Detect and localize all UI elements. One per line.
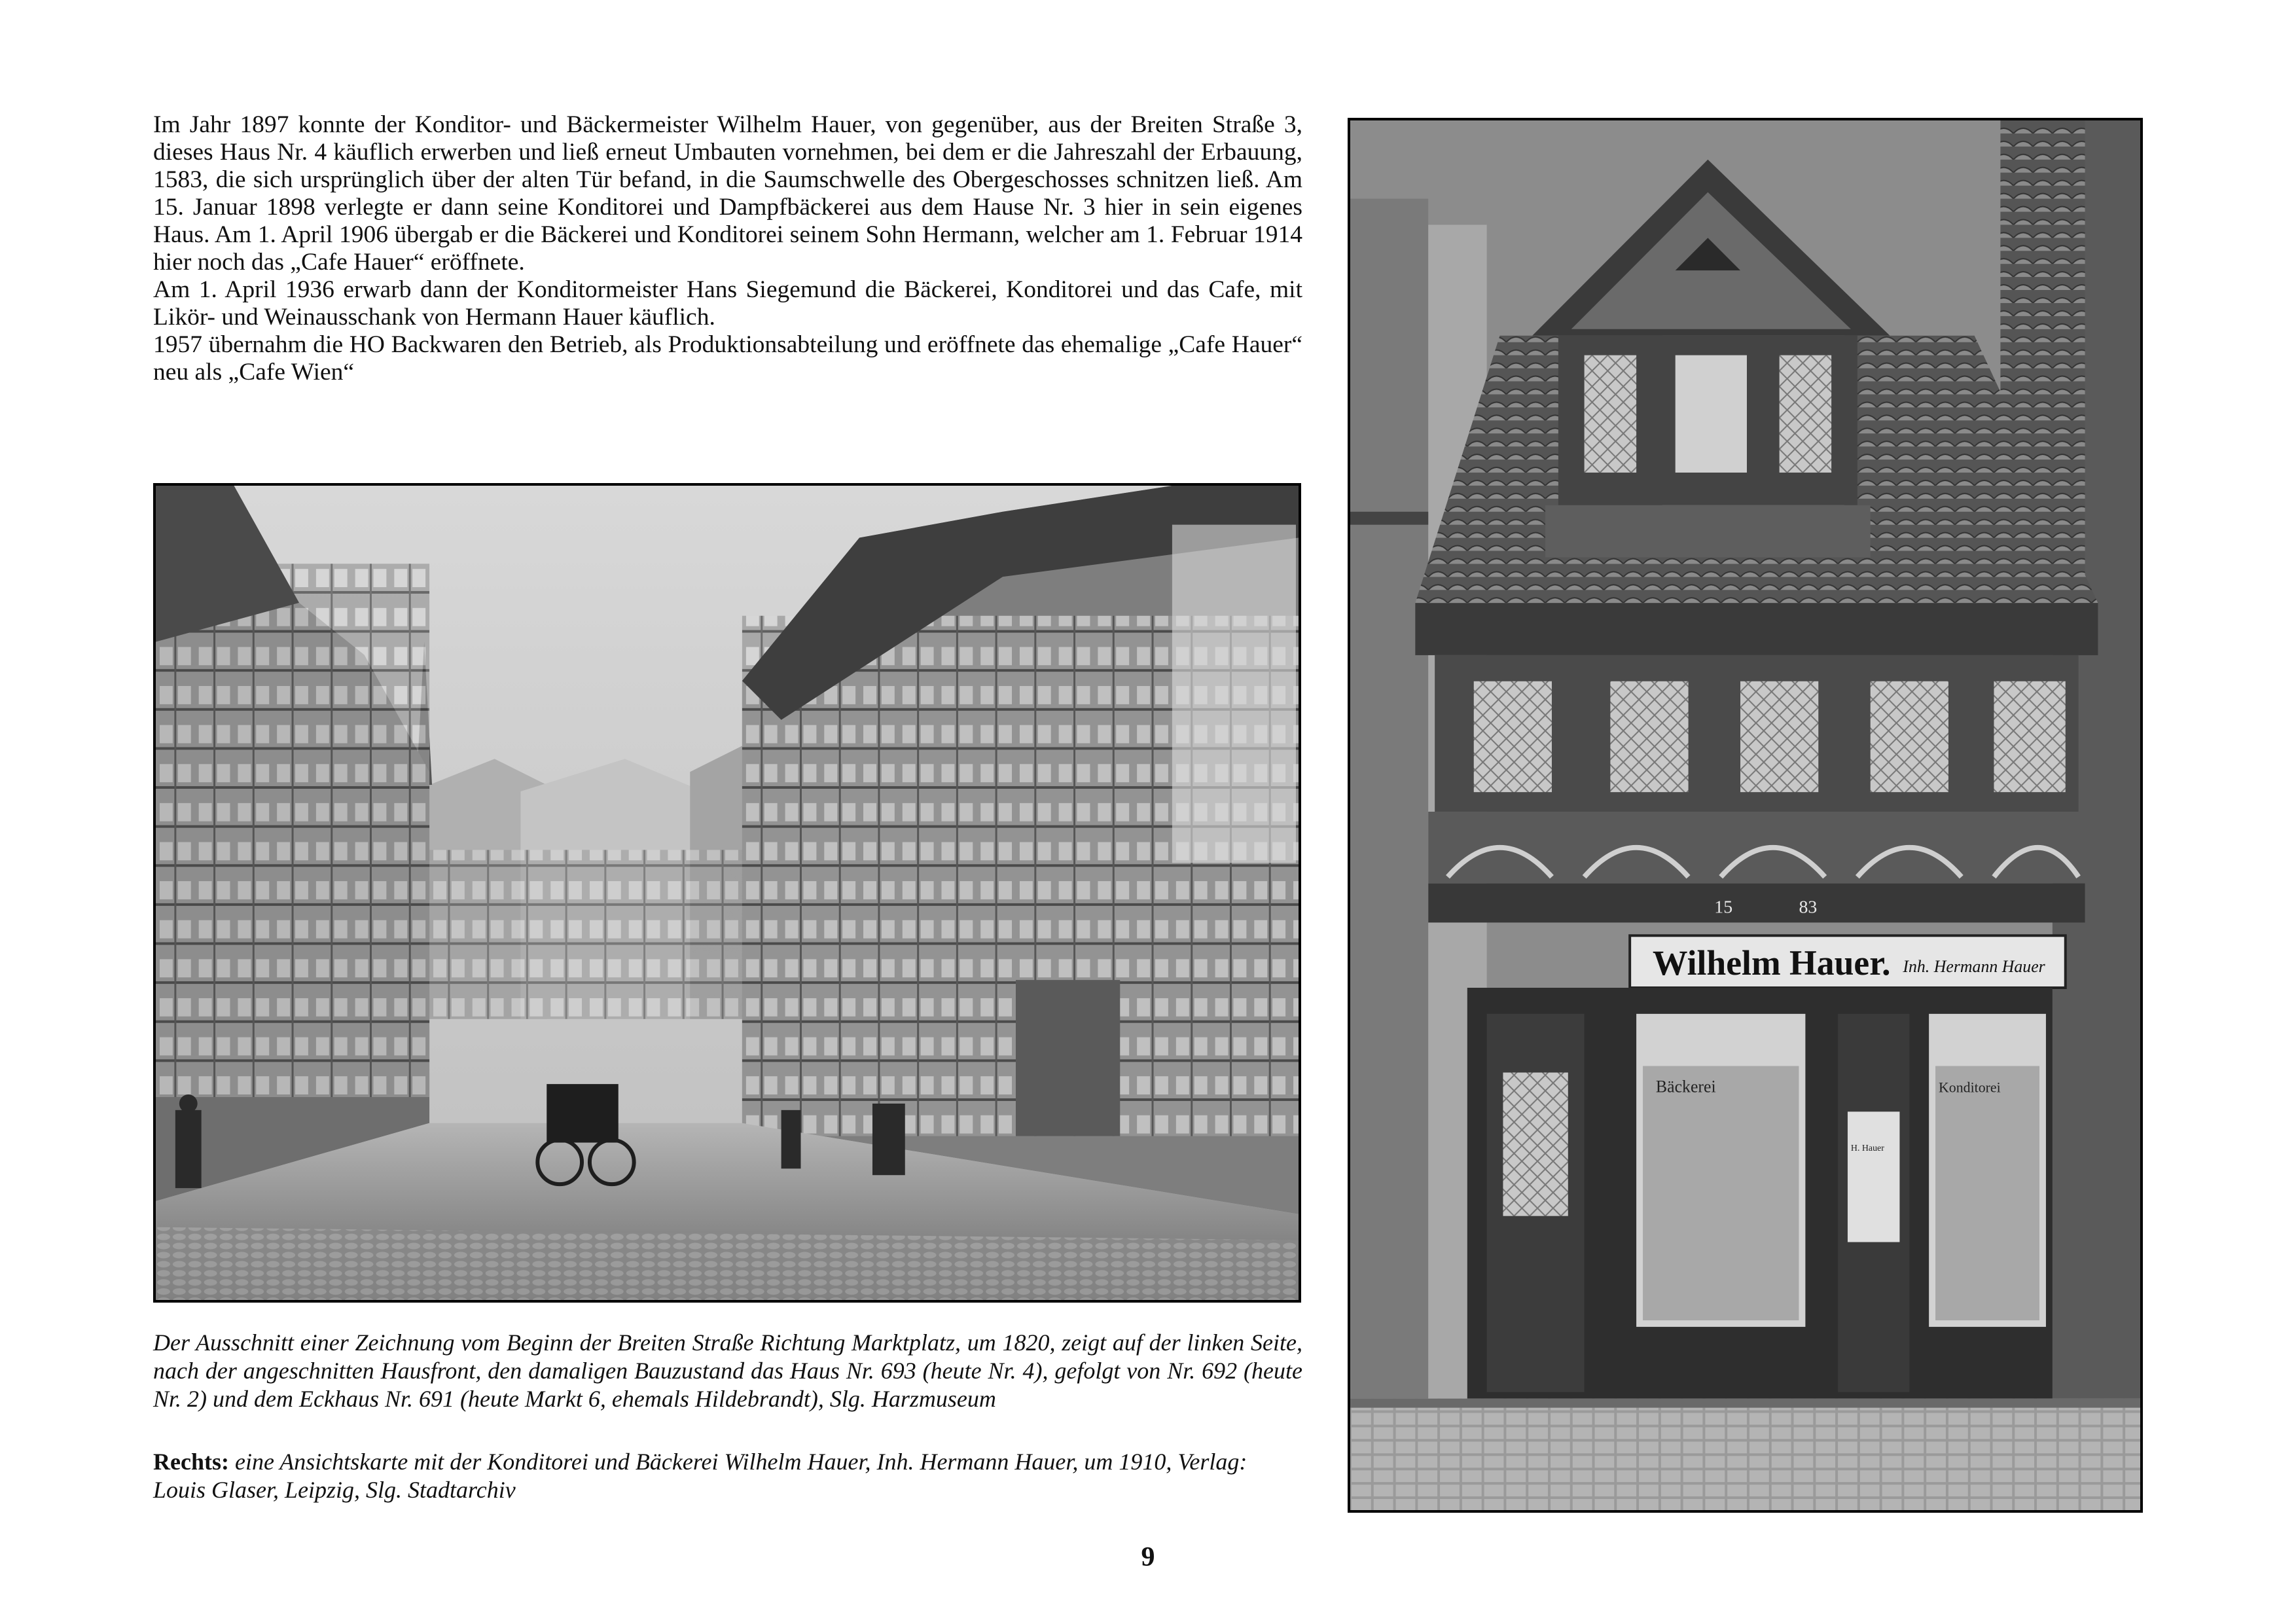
right-photo-caption (153, 1448, 1302, 1504)
shop-postcard-photo (1348, 118, 2143, 1513)
shop-sign-main: Wilhelm Hauer. (1652, 943, 1891, 983)
intro-paragraph-2: Am 1. April 1936 erwarb dann der Konditormeister Hans Siegemund die Bäckerei, Konditorei und das Cafe, mit Likör- und Weinausschank von Hermann Hauer käuflich. (153, 276, 1302, 331)
window-left-label: Bäckerei (1655, 1077, 1716, 1096)
left-caption-text: Der Ausschnitt einer Zeichnung vom Beginn der Breiten Straße Richtung Marktplatz, um 1820, zeigt auf der linken Seite, nach der angeschnitten Hausfront, den damaligen Bauzustand das Haus Nr. 693 (heute Nr. 4), gefolgt von Nr. 692 (heute Nr. 2) und dem Eckhaus Nr. 691 (heute Markt 6, ehemals Hildebrandt), Slg. Harzmuseum (153, 1329, 1302, 1412)
shop-sign-sub: Inh. Hermann Hauer (1903, 957, 2045, 977)
street-drawing-illustration (156, 486, 1299, 1300)
door-sign: H. Hauer (1850, 1144, 1884, 1154)
window-right-label: Konditorei (1939, 1079, 2001, 1096)
right-caption-lead: Rechts: (153, 1449, 229, 1475)
right-caption-paragraph (153, 1448, 1302, 1504)
street-drawing-photo (153, 483, 1301, 1303)
intro-text (153, 111, 1302, 386)
year-right: 83 (1799, 897, 1818, 918)
left-photo-caption (153, 1329, 1302, 1413)
year-left: 15 (1714, 897, 1733, 918)
page-number: 9 (1141, 1542, 1155, 1572)
shop-facade-illustration (1350, 120, 2140, 1510)
right-caption-text: eine Ansichtskarte mit der Konditorei und Bäckerei Wilhelm Hauer, Inh. Hermann Hauer, um 1910, Verlag: Louis Glaser, Leipzig, Slg. Stadtarchiv (153, 1449, 1247, 1503)
intro-paragraph-3: 1957 übernahm die HO Backwaren den Betrieb, als Produktionsabteilung und eröffnete das ehemalige „Cafe Hauer“ neu als „Cafe Wien“ (153, 331, 1302, 386)
intro-paragraph-1: Im Jahr 1897 konnte der Konditor- und Bäckermeister Wilhelm Hauer, von gegenüber, aus der Breiten Straße 3, dieses Haus Nr. 4 käuflich erwerben und ließ erneut Umbauten vornehmen, bei dem er die Jahreszahl der Erbauung, 1583, die sich ursprünglich über der alten Tür befand, in die Saumschwelle des Obergeschosses schnitzen ließ. Am 15. Januar 1898 verlegte er dann seine Konditorei und Dampfbäckerei aus dem Hause Nr. 3 hier in sein eigenes Haus. Am 1. April 1906 übergab er die Bäckerei und Konditorei seinem Sohn Hermann, welcher am 1. Februar 1914 hier noch das „Cafe Hauer“ eröffnete. (153, 111, 1302, 276)
